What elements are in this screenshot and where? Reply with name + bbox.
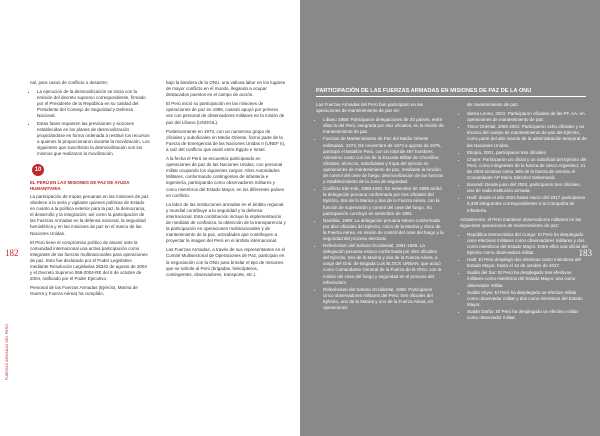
paragraph: La labor de las instituciones armadas en el ámbito regional y mundial contribuye a la seguridad y la defensa internacional. Esta contribución incluye la implementación de medidas de confianza, la obtención de la transparencia y la participación en operaciones multinacionales y de mantenimiento de la paz, actividades que contribuyen a proyectar la imagen del Perú en el ámbito internacional. bbox=[166, 201, 286, 244]
list-item: • Fuerzas de Mantenimiento de Paz del Medio Oriente enlistadas, 1974; De noviembre de 1973 a agosto de 1975, participó el Batallón Perú, con un total de 497 hombres. Asimismo contó con los de la Escuela Militar de Chorrillos; oficiales, técnicos, suboficiales y tropa del ejército en operaciones de mantenimiento de paz, mediante la función de control del cese de fuego, desmovilización de las fuerzas y establecimiento de la zona de seguridad. bbox=[323, 136, 444, 185]
list-item: • Haití: El Perú desplegó dos efectivos como miembros del Estado Mayor, hasta el 15 de octubre de 2017. bbox=[467, 257, 588, 269]
right-section-title: PARTICIPACIÓN DE LAS FUERZAS ARMADAS EN MISIONES DE PAZ DE LA ONU bbox=[316, 88, 586, 97]
list-item: • República Democrática del Congo: El Perú ha desplegado once efectivos militares como observadores militares y dos como miembros del Estado Mayor. Entre ellos una oficial del Ejército como observadora militar. bbox=[467, 232, 588, 256]
list-item: • Conflicto Irán-Irak, 1988-1991: En setiembre de 1988 arribó la delegación peruana conformada por tres oficiales del Ejército, dos de la Marina y dos de la Fuerza Aérea, con la función de supervisión y control del cese del fuego. Su participación concluyó en setiembre de 1991. bbox=[323, 186, 444, 216]
list-item: • Haití: desde el año 2004 hasta marzo del 2017 participaron 6,339 integrantes correspondientes a la Compañía de Infantería. bbox=[467, 195, 588, 213]
left-column-1 bbox=[30, 80, 150, 300]
page-number-right: 183 bbox=[578, 248, 592, 258]
list-item: • Sudán del Sur: El Perú ha desplegado tres efectivos militares como miembros del Estado Mayor, uno como observador militar. bbox=[467, 270, 588, 288]
list-item: • Sudán Darfur: El Perú ha desplegado un efectivo militar como observador militar. bbox=[467, 309, 588, 321]
paragraph: El Perú inició su participación en las misiones de operaciones de paz en 1958, cuando apoyó por primera vez con personal de observadores militares en la misión de paz del Líbano (UNOGIL). bbox=[166, 101, 285, 125]
list-item: • Namibia, 1989: La delegación peruana estuvo conformada por diez oficiales del Ejército, cinco de la Marina y cinco de la Fuerza Aérea, en misión de control del cese del fuego y la seguridad del proceso electoral. bbox=[323, 218, 444, 242]
section-title: EL PERÚ EN LAS MISIONES DE PAZ DE AYUDA HUMANITARIA bbox=[30, 180, 130, 191]
list-item: • Líbano 1958: Participaron delegaciones de 20 países, entre ellas la del Perú, integrada por diez oficiales, en la misión de mantenimiento de paz. bbox=[323, 117, 444, 135]
paragraph: Posteriormente en 1973, con un numeroso grupo de oficiales y suboficiales en Medio Oriente, formó parte de la Fuerza de Emergencia de las Naciones Unidas II (UNEF II), a raíz del conflicto que asoló entre Egipto e Israel. bbox=[166, 128, 286, 152]
list-item: • Referéndum del Sahara Occidental, 1996: Participaron cinco observadores militares del Perú: tres oficiales del Ejército, uno de la Marina y uno de la Fuerza Aérea, en operaciones bbox=[323, 287, 444, 311]
col1-bullet-list bbox=[30, 89, 150, 157]
col3-intro: Las Fuerzas Armadas del Perú han participado en las operaciones de mantenimiento de paz en: bbox=[316, 102, 424, 114]
running-side-label: FUERZAS ARMADAS DEL PERÚ bbox=[5, 324, 9, 380]
right-column-2 bbox=[460, 102, 588, 324]
list-item: • Etiopía, 2001, participaron tres oficiales. bbox=[467, 150, 588, 156]
list-item: • Sudán Abyei: El Perú ha desplegado un efectivo militar como observador militar y dos como miembros del Estado Mayor. bbox=[467, 290, 588, 308]
paragraph: La participación de tropas peruanas en las misiones de paz obedece a la seria y vigilante quienes políticas de Estado en cuanto a la política exterior para la paz, la democracia, el desarrollo y la integración; así como la participación de las Fuerzas Armadas en la defensa nacional, la seguridad hemisférica y en las misiones de paz en el marco de las Naciones Unidas. bbox=[30, 193, 149, 236]
col1-intro: nal, para casos de conflicto o desastre; bbox=[30, 80, 109, 85]
list-item: • Referéndum del Sahara Occidental, 1991-1995: La delegación peruana estuvo conformada por diez oficiales del Ejército, tres de la Marina y dos de la Fuerza Aérea, a cargo del Gral. de Brigada Luis BLOCK URBAN, que actuó como Comandante General de la Fuerza de la ONU, con la misión del cese del fuego y seguridad en el proceso del referéndum. bbox=[323, 243, 444, 286]
list-item: • Timor Oriental, 2000-2001: Participaron ocho oficiales y un técnico del cuerpo de mantenimiento de paz del Ejército, como parte del alto mando de la administración temporal de las Naciones Unidas. bbox=[467, 124, 588, 148]
list-item: • La ejecución de la desmovilización se inicia con la emisión del decreto supremo correspondiente, firmado por el Presidente de la República en su calidad del Presidente del Consejo de Seguridad y Defensa Nacional. bbox=[37, 89, 150, 119]
col4-lead: de mantenimiento de paz. bbox=[467, 102, 519, 107]
col4-bullet-list bbox=[460, 111, 588, 214]
paragraph: A la fecha el Perú se encuentra participando en operaciones de paz de las Naciones Unidas, con personal militar ocupando los siguientes cargos: Altos Autoridades Militares, conformando contingentes de infantería e ingeniería, participando como observadores militares y como miembros del Estado Mayor, en los diferentes países en conflicto. bbox=[166, 156, 285, 198]
paragraph: bajo la bandera de la ONU, una valiosa labor en los lugares de mayor conflicto en el mundo, llegando a ocupar destacados puestos en el campo de acción. bbox=[166, 80, 286, 98]
col3-bullet-list bbox=[316, 117, 444, 311]
col4-paragraph: Actualmente, el Perú mantiene observadores militares en las siguientes operaciones de mantenimiento de paz: bbox=[460, 216, 582, 228]
col4-bullet-list-2 bbox=[460, 232, 588, 321]
section-number-badge: 10 bbox=[32, 164, 44, 176]
right-column-1 bbox=[316, 102, 444, 314]
list-item: • Burundi: Desde junio del 2004, participaron tres oficiales, uno de cada institución armada. bbox=[467, 182, 588, 194]
page-number-left: 182 bbox=[5, 248, 19, 258]
paragraph: Personal de las Fuerzas Armadas (Ejército, Marina de Guerra y Fuerza Aérea) ha cumplido, bbox=[30, 285, 138, 297]
paragraph: Las Fuerzas Armadas, a través de sus representantes en el Comité Multisectorial de Operaciones de Paz, participan en la negociación con la ONU para brindar el tipo de misiones que se solicite al Perú (brigadas, helicópteros, contingentes, observadores, transporte, etc.). bbox=[166, 247, 286, 277]
paragraph: El Perú tiene el compromiso político de asumir ante la comunidad internacional una activa participación como integrante de las fuerzas multinacionales para operaciones de paz. Esto fue declarado por el Poder Legislativo mediante Resolución Legislativa 28342 de agosto de 2004 y el Decreto Supremo 069-2004-RE del 6 de octubre de 2004, ratificado por el Poder Ejecutivo. bbox=[30, 239, 148, 282]
list-item: • Estas fases requieren las previsiones y acciones establecidas en los planes de desmovilización propiciándose en forma ordenada a restituir los recursos a quienes lo proporcionaron durante la movilización. Los siguientes que suscribirán la desmovilización son los mismos que realizaron la movilización. bbox=[37, 121, 150, 158]
list-item: • Sierra Leona, 2001: Participaron oficiales de las FF. AA. en operaciones de mantenimiento de paz. bbox=[467, 111, 588, 123]
left-column-2 bbox=[166, 80, 286, 281]
list-item: • Chipre: Participaron un oficial y un suboficial del Ejército del Perú, como integrantes de la fuerza de casco Argentino; 21 de 2003 tomaron como Jefe de la fuerza de servicio el Comandante AP Mario Sánchez Debernardi. bbox=[467, 157, 588, 181]
